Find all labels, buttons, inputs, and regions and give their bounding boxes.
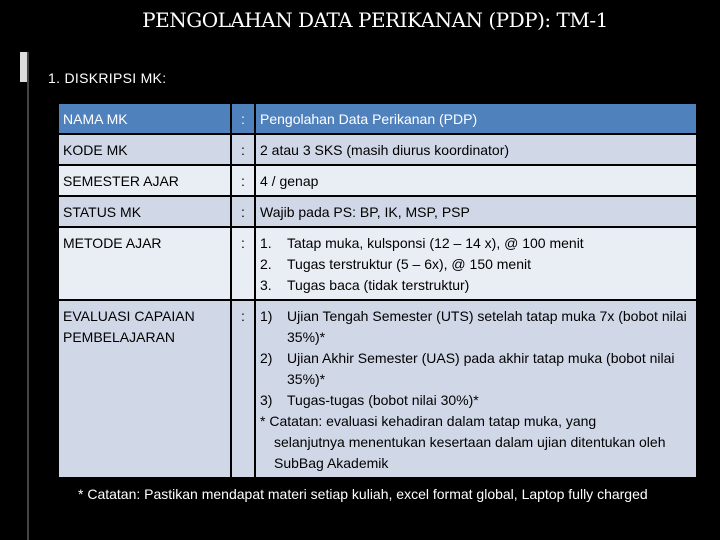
table-row xyxy=(58,134,697,165)
list-text: Tugas baca (tidak terstruktur) xyxy=(287,277,470,293)
list-item xyxy=(260,306,692,348)
row-value: 4 / genap xyxy=(255,165,697,196)
list-item xyxy=(260,390,692,411)
row-label: SEMESTER AJAR xyxy=(58,165,231,196)
table-row xyxy=(58,196,697,227)
method-list xyxy=(260,233,692,296)
row-value xyxy=(255,300,697,478)
list-number: 2) xyxy=(260,350,273,366)
section-heading: 1. DISKRIPSI MK: xyxy=(48,70,167,86)
row-separator: : xyxy=(231,134,255,165)
list-text: Tugas terstruktur (5 – 6x), @ 150 menit xyxy=(287,256,532,272)
footer-note: * Catatan: Pastikan mendapat materi setiap kuliah, excel format global, Laptop fully charged xyxy=(78,486,648,502)
table-row xyxy=(58,227,697,300)
row-label: NAMA MK xyxy=(58,103,231,134)
row-separator: : xyxy=(231,227,255,300)
evaluation-note-rest: selanjutnya menentukan kesertaan dalam ujian ditentukan oleh SubBag Akademik xyxy=(274,434,666,471)
slide-title: PENGOLAHAN DATA PERIKANAN (PDP): TM-1 xyxy=(142,8,608,32)
list-text: Tugas-tugas (bobot nilai 30%)* xyxy=(287,392,479,408)
list-item xyxy=(260,348,692,390)
list-number: 3) xyxy=(260,392,273,408)
list-number: 3. xyxy=(260,277,272,293)
row-label: EVALUASI CAPAIAN PEMBELAJARAN xyxy=(58,300,231,478)
row-label: METODE AJAR xyxy=(58,227,231,300)
list-number: 1) xyxy=(260,308,273,324)
list-text: Ujian Akhir Semester (UAS) pada akhir tatap muka (bobot nilai 35%)* xyxy=(287,350,675,387)
list-number: 1. xyxy=(260,235,272,251)
row-label: KODE MK xyxy=(58,134,231,165)
left-accent-bar xyxy=(20,52,27,82)
table-row xyxy=(58,103,697,134)
row-value: 2 atau 3 SKS (masih diurus koordinator) xyxy=(255,134,697,165)
row-value: Pengolahan Data Perikanan (PDP) xyxy=(255,103,697,134)
list-number: 2. xyxy=(260,256,272,272)
list-item xyxy=(260,233,692,254)
course-description-table xyxy=(57,102,698,479)
row-separator: : xyxy=(231,300,255,478)
list-text: Ujian Tengah Semester (UTS) setelah tatap muka 7x (bobot nilai 35%)* xyxy=(287,308,687,345)
list-item xyxy=(260,275,692,296)
evaluation-list xyxy=(260,306,692,411)
list-item xyxy=(260,254,692,275)
row-value: Wajib pada PS: BP, IK, MSP, PSP xyxy=(255,196,697,227)
table-row xyxy=(58,165,697,196)
evaluation-note-first: * Catatan: evaluasi kehadiran dalam tatap muka, yang xyxy=(260,413,597,429)
left-rule-line xyxy=(27,52,29,540)
row-value xyxy=(255,227,697,300)
row-separator: : xyxy=(231,196,255,227)
row-separator: : xyxy=(231,103,255,134)
row-separator: : xyxy=(231,165,255,196)
table-row xyxy=(58,300,697,478)
list-text: Tatap muka, kulsponsi (12 – 14 x), @ 100 menit xyxy=(287,235,584,251)
row-label: STATUS MK xyxy=(58,196,231,227)
